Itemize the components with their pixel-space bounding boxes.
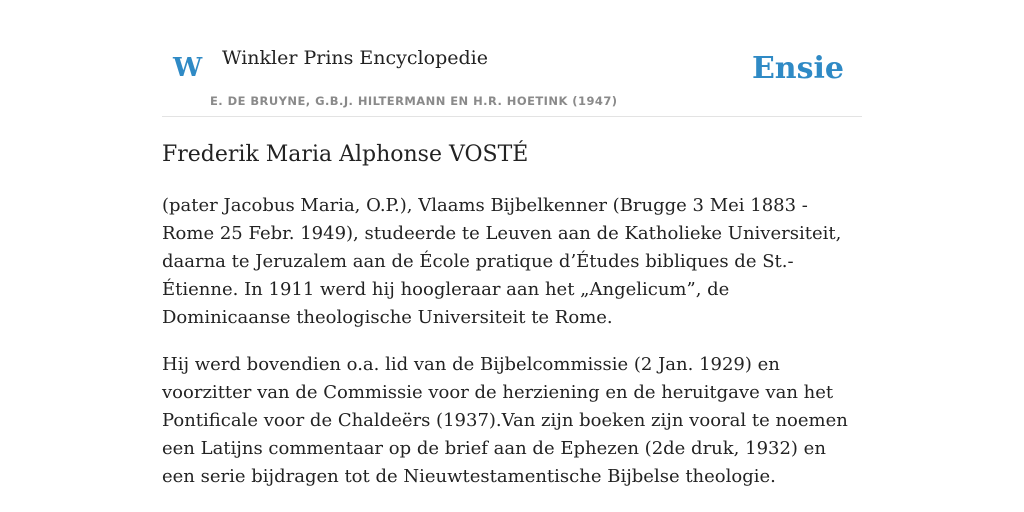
article <box>162 139 862 491</box>
authors-subtitle: E. DE BRUYNE, G.B.J. HILTERMANN EN H.R. HOETINK (1947) <box>210 94 618 108</box>
header <box>162 0 862 117</box>
site-title[interactable]: Winkler Prins Encyclopedie <box>222 47 488 69</box>
article-paragraph-2: Hij werd bovendien o.a. lid van de Bijbelcommissie (2 Jan. 1929) en voorzitter van de Commissie voor de herziening en de heruitgave van het Pontificale voor de Chaldeërs (1937).Van zijn boeken zijn vooral te noemen een Latijns commentaar op de brief aan de Ephezen (2de druk, 1932) en een serie bijdragen tot de Nieuwtestamentische Bijbelse theologie. <box>162 354 848 487</box>
ensie-brand-logo[interactable]: Ensie <box>751 51 844 86</box>
article-title: Frederik Maria Alphonse VOSTÉ <box>162 142 529 167</box>
article-paragraph-1: (pater Jacobus Maria, O.P.), Vlaams Bijbelkenner (Brugge 3 Mei 1883 - Rome 25 Febr. 1949), studeerde te Leuven aan de Katholieke Universiteit, daarna te Jeruzalem aan de École pratique d’Études bibliques de St.-Étienne. In 1911 werd hij hoogleraar aan het „Angelicum”, de Dominicaanse theologische Universiteit te Rome. <box>162 195 842 328</box>
winkler-prins-logo[interactable]: W <box>173 53 203 83</box>
